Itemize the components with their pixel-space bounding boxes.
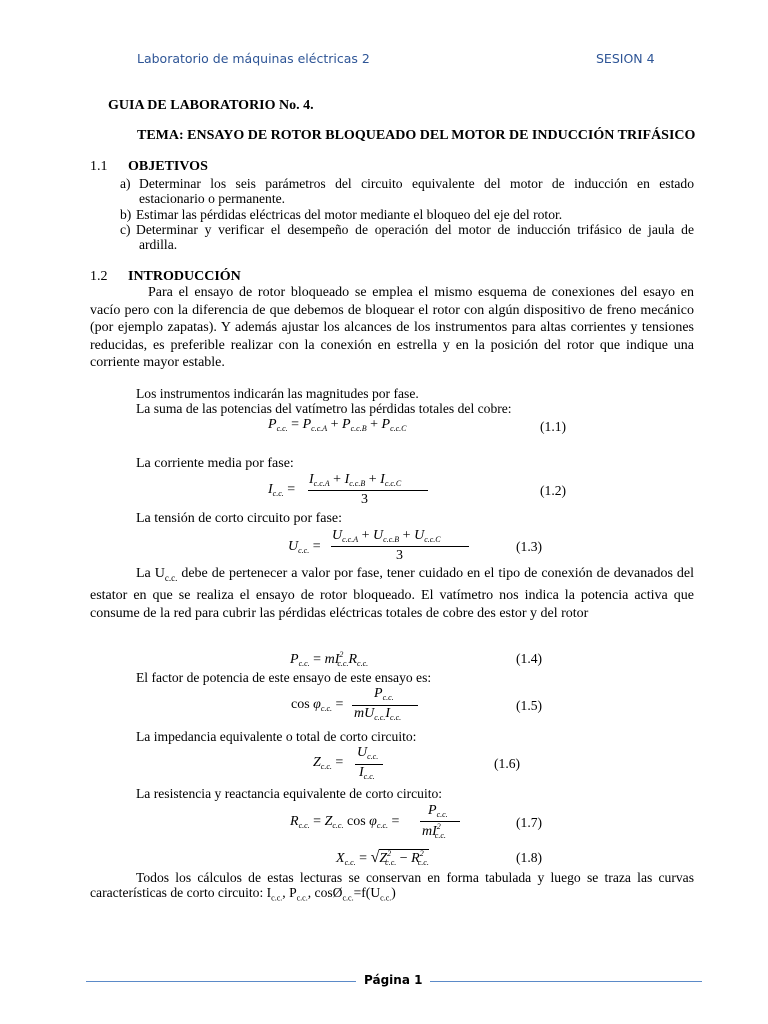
intro-paragraph: Para el ensayo de rotor bloqueado se emplea el mismo esquema de conexiones del esayo en vacío pero con la diferencia de que debemos de bloquear el rotor con algún dispositivo de freno mecánico (por ejemplo zapatas). Y además ajustar los alcances de los instrumentos para altas corrientes y tensiones reducidas, es preferible realizar con la conexión en estrella y en la posición del rotor que indique una corriente mayor estable. — [90, 285, 694, 371]
intro-number: 1.2 — [90, 269, 108, 284]
equation-1-3-lhs: $U_{c.c.}$ = — [288, 539, 321, 555]
guide-title: GUIA DE LABORATORIO No. 4. — [108, 98, 314, 113]
intro-heading: INTRODUCCIÓN — [128, 269, 241, 284]
equation-number-1-7: (1.7) — [516, 815, 543, 830]
equation-1-3-fraction-bar — [331, 546, 469, 547]
objective-a-line1: Determinar los seis parámetros del circuito equivalente del motor de inducción en estado — [139, 176, 694, 191]
final-sub-2: c.c. — [296, 893, 308, 903]
equation-1-7-numerator: $P_{c.c.}$ — [428, 803, 448, 819]
objective-a-line2: estacionario o permanente. — [139, 191, 286, 206]
final-paragraph — [90, 870, 694, 906]
topic-title: TEMA: ENSAYO DE ROTOR BLOQUEADO DEL MOTOR DE INDUCCIÓN TRIFÁSICO — [137, 128, 696, 143]
objectives-number: 1.1 — [90, 159, 108, 174]
equation-number-1-1: (1.1) — [540, 419, 567, 434]
equation-1-2-lhs: $I_{c.c.}$ = — [268, 482, 296, 498]
equation-number-1-5: (1.5) — [516, 698, 543, 713]
equation-1-5-numerator: $P_{c.c.}$ — [374, 686, 394, 702]
objective-c-line2: ardilla. — [139, 237, 178, 252]
final-paragraph-text: Todos los cálculos de estas lecturas se conservan en forma tabulada y luego se traza las curvas características de corto circuito: I — [90, 870, 694, 901]
equation-1-3-numerator: $U_{c.c.A} + U_{c.c.B} + U_{c.c.C}$ — [332, 528, 441, 544]
objective-c-line1: Determinar y verificar el desempeño de operación del motor de inducción trifásico de jaula de — [136, 222, 694, 237]
ucc-subscript: c.c. — [164, 572, 178, 583]
equation-1-5-lhs: $\cos \varphi_{c.c.}$ = — [291, 697, 344, 713]
final-sub-3: c.c. — [342, 893, 354, 903]
header-title: Laboratorio de máquinas eléctricas 2 — [137, 51, 370, 66]
ucc-paragraph — [90, 565, 694, 623]
final-tail-3: =f(U — [353, 885, 381, 901]
impedance-line: La impedancia equivalente o total de corto circuito: — [136, 729, 417, 744]
equation-1-6-numerator: $U_{c.c.}$ — [357, 745, 379, 761]
equation-1-2-numerator: $I_{c.c.A} + I_{c.c.B} + I_{c.c.C}$ — [309, 472, 402, 488]
equation-1-7-denominator: $mI^2_{c.c.}$ — [422, 822, 446, 840]
final-sub-1: c.c. — [271, 893, 283, 903]
header-session: SESION 4 — [596, 51, 655, 66]
equation-1-8: $X_{c.c.} = √Z^2_{c.c.} - R^2_{c.c.}$ — [336, 849, 429, 867]
equation-number-1-6: (1.6) — [494, 756, 521, 771]
equation-number-1-4: (1.4) — [516, 651, 543, 666]
resistance-line: La resistencia y reactancia equivalente de corto circuito: — [136, 786, 443, 801]
current-line: La corriente media por fase: — [136, 456, 294, 471]
final-tail-4: ) — [391, 885, 396, 901]
objectives-heading: OBJETIVOS — [128, 159, 208, 174]
voltage-line: La tensión de corto circuito por fase: — [136, 511, 343, 526]
objective-b-line1: Estimar las pérdidas eléctricas del motor mediante el bloqueo del eje del rotor. — [136, 207, 563, 222]
equation-number-1-2: (1.2) — [540, 483, 567, 498]
instruments-line: Los instrumentos indicarán las magnitudes por fase. — [136, 386, 419, 401]
equation-1-6-denominator: $I_{c.c.}$ — [359, 765, 375, 781]
equation-1-2-denominator: 3 — [361, 492, 368, 507]
equation-1-6-lhs: $Z_{c.c.}$ = — [313, 755, 344, 771]
sum-line: La suma de las potencias del vatímetro las pérdidas totales del cobre: — [136, 401, 512, 416]
equation-1-4: $P_{c.c.} = mI^2_{c.c.}R_{c.c.}$ — [290, 650, 369, 668]
objective-b-marker: b) — [120, 207, 132, 222]
equation-number-1-8: (1.8) — [516, 850, 543, 865]
objective-a-marker: a) — [120, 176, 131, 191]
ucc-paragraph-rest: debe de pertenecer a valor por fase, tener cuidado en el tipo de conexión de devanados del estator en que se realiza el ensayo de rotor bloqueado. El vatímetro nos indica la potencia activa que consume de la red para cubrir las pérdidas eléctricas totales de cobre des estor y del rotor — [90, 566, 694, 621]
equation-number-1-3: (1.3) — [516, 539, 543, 554]
power-factor-line: El factor de potencia de este ensayo de este ensayo es: — [136, 670, 432, 685]
equation-1-1: $P_{c.c.} = P_{c.c.A} + P_{c.c.B} + P_{c.c.C}$ — [268, 417, 407, 433]
equation-1-5-denominator: $mU_{c.c.}I_{c.c.}$ — [354, 706, 402, 722]
footer-rule-left — [86, 981, 356, 982]
final-sub-4: c.c. — [380, 893, 392, 903]
ucc-paragraph-start: La U — [136, 566, 165, 581]
footer-rule-right — [430, 981, 702, 982]
equation-1-7-lhs: $R_{c.c.} = Z_{c.c.}$ $\cos \varphi_{c.c.}$ = — [290, 814, 400, 830]
final-tail-1: , P — [282, 885, 297, 901]
final-tail-2: , cosØ — [307, 885, 343, 901]
objective-c-marker: c) — [120, 222, 131, 237]
page-number: Página 1 — [364, 973, 423, 987]
equation-1-2-fraction-bar — [308, 490, 428, 491]
equation-1-3-denominator: 3 — [396, 548, 403, 563]
